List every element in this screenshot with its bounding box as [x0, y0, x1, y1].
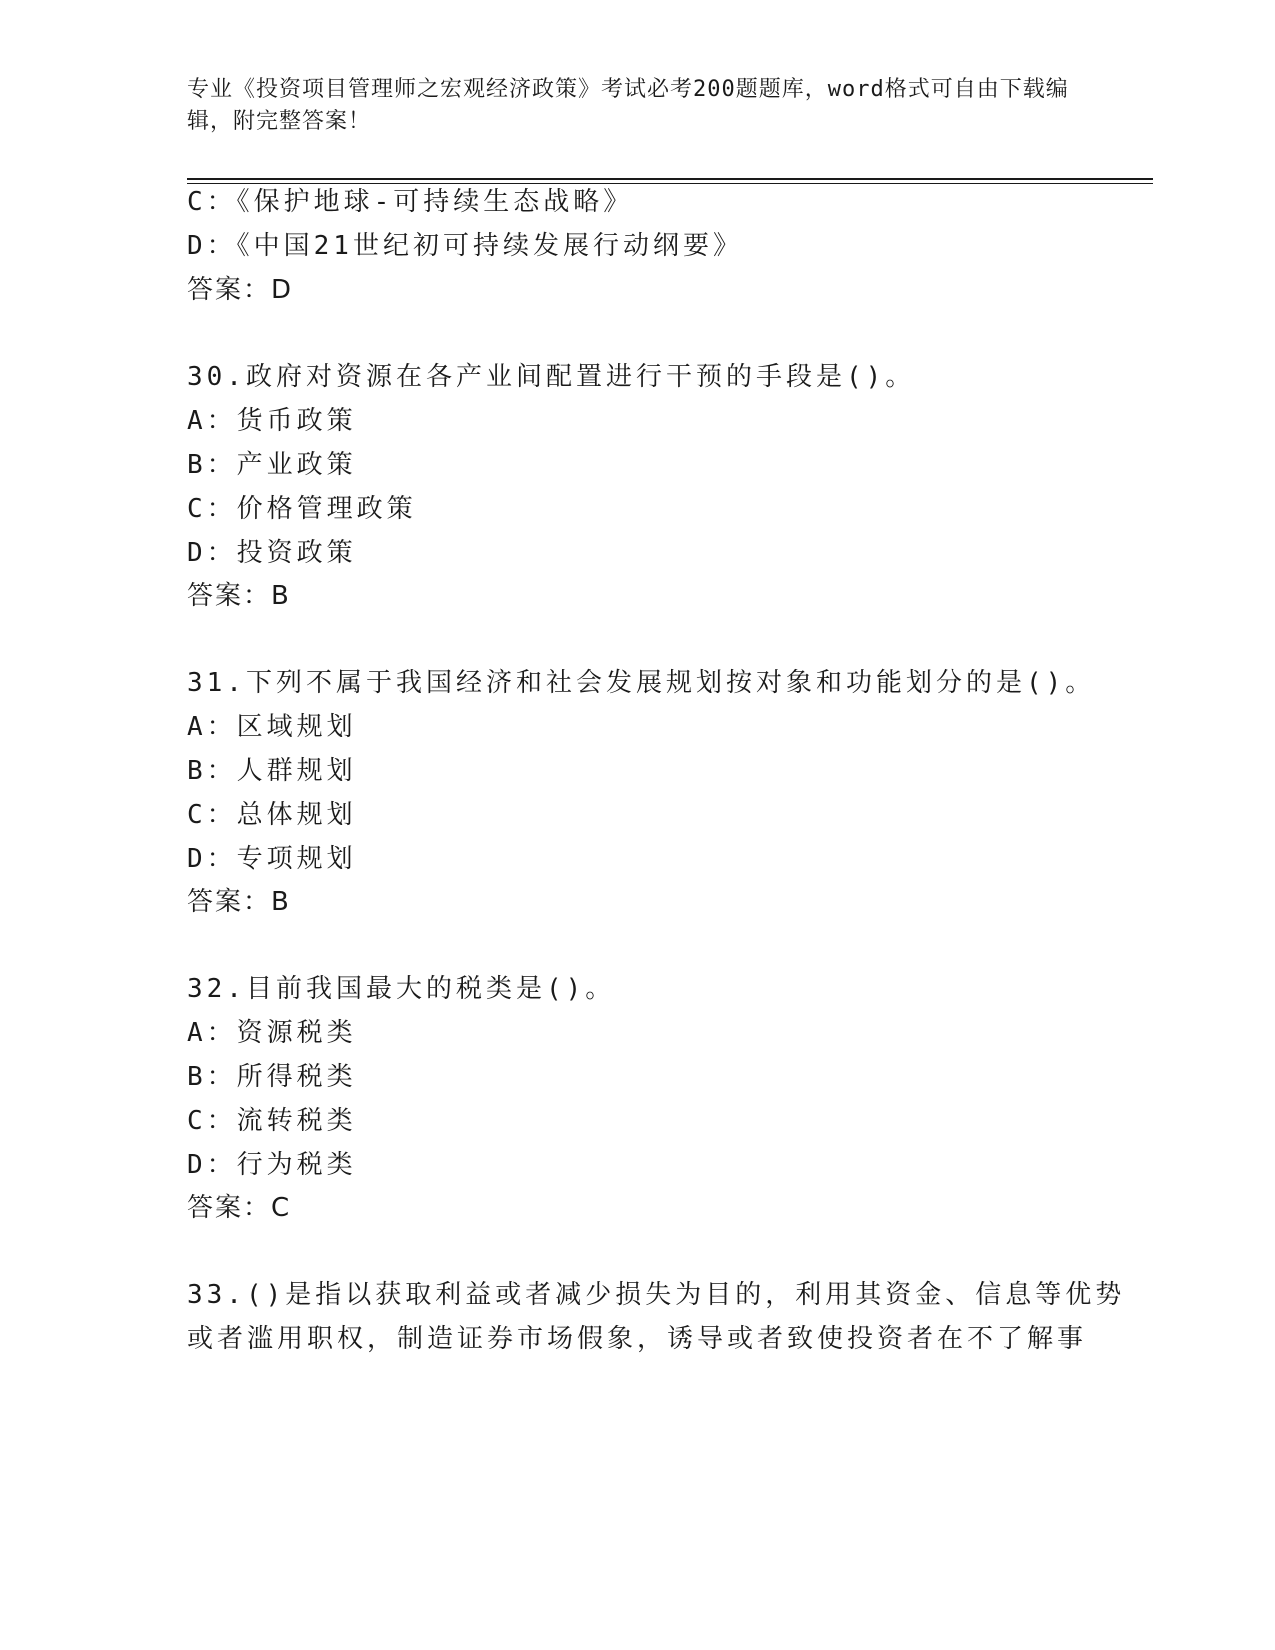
question-33-stem-line-1: 33.()是指以获取利益或者减少损失为目的，利用其资金、信息等优势 [187, 1280, 1126, 1310]
question-32-option-a: A：资源税类 [187, 1018, 357, 1048]
header-divider-thin [187, 183, 1153, 184]
question-31-option-a: A：区域规划 [187, 712, 357, 742]
question-32-option-b: B：所得税类 [187, 1062, 357, 1092]
question-32-option-c: C：流转税类 [187, 1106, 357, 1136]
question-31-option-b: B：人群规划 [187, 756, 357, 786]
prev-answer: 答案：D [187, 275, 294, 305]
header-divider [187, 178, 1153, 180]
question-31-stem: 31.下列不属于我国经济和社会发展规划按对象和功能划分的是()。 [187, 668, 1096, 698]
question-30-answer: 答案：B [187, 581, 291, 611]
question-30-option-b: B：产业政策 [187, 450, 357, 480]
question-32-option-d: D：行为税类 [187, 1150, 357, 1180]
question-30-option-a: A：货币政策 [187, 406, 357, 436]
question-30-stem: 30.政府对资源在各产业间配置进行干预的手段是()。 [187, 362, 916, 392]
prev-option-d: D：《中国21世纪初可持续发展行动纲要》 [187, 231, 743, 261]
question-32-stem: 32.目前我国最大的税类是()。 [187, 974, 616, 1004]
question-32-answer: 答案：C [187, 1193, 292, 1223]
question-30-option-d: D：投资政策 [187, 538, 357, 568]
question-30-option-c: C：价格管理政策 [187, 494, 417, 524]
question-33-stem-line-2: 或者滥用职权，制造证券市场假象，诱导或者致使投资者在不了解事 [187, 1324, 1088, 1354]
question-31-option-c: C：总体规划 [187, 800, 357, 830]
prev-option-c: C：《保护地球-可持续生态战略》 [187, 187, 634, 217]
question-31-option-d: D：专项规划 [187, 844, 357, 874]
question-31-answer: 答案：B [187, 887, 291, 917]
document-header: 专业《投资项目管理师之宏观经济政策》考试必考200题题库，word格式可自由下载编辑，附完整答案！ [187, 77, 1069, 134]
